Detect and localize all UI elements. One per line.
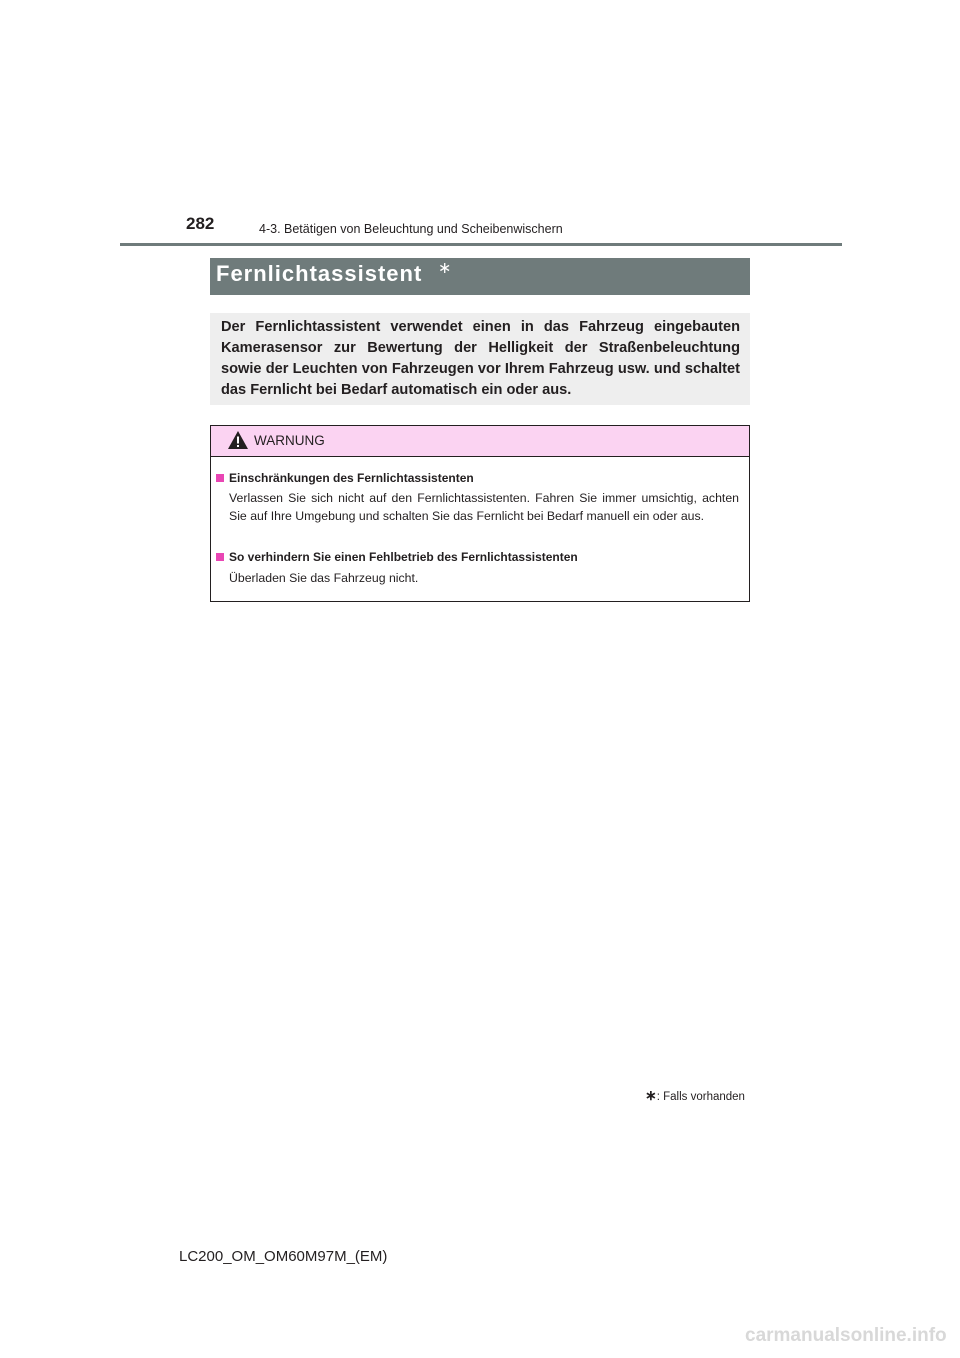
square-bullet-icon: [216, 553, 224, 561]
warning-item-heading: So verhindern Sie einen Fehlbetrieb des Fernlichtassistenten: [216, 550, 578, 564]
footnote: [645, 1087, 745, 1104]
warning-item-heading: Einschränkungen des Fernlichtassistenten: [216, 471, 474, 485]
section-header: 4-3. Betätigen von Beleuchtung und Scheibenwischern: [259, 222, 563, 236]
document-code: LC200_OM_OM60M97M_(EM): [179, 1248, 388, 1265]
title-asterisk: ∗: [438, 260, 452, 277]
page-number: 282: [186, 214, 215, 233]
warning-header: [211, 426, 749, 457]
warning-item-text: Überladen Sie das Fahrzeug nicht.: [229, 571, 419, 585]
intro-box: [210, 313, 750, 405]
footnote-text: : Falls vorhanden: [656, 1091, 745, 1103]
header-rule: [120, 243, 842, 246]
warning-title: WARNUNG: [254, 433, 325, 448]
page-title: Fernlichtassistent: [216, 261, 423, 286]
asterisk-icon: ∗: [645, 1087, 657, 1103]
title-bar: [210, 258, 750, 295]
warning-box: [210, 425, 750, 602]
watermark: carmanualsonline.info: [745, 1325, 947, 1346]
warning-triangle-icon: [227, 430, 249, 455]
intro-text: Der Fernlichtassistent verwendet einen in das Fahrzeug eingebauten Kamerasensor zur Bewertung der Helligkeit der Straßenbeleuchtung sowie der Leuchten von Fahrzeugen vor Ihrem Fahrzeug usw. und schaltet das Fernlicht bei Bedarf automatisch ein oder aus.: [221, 319, 740, 398]
warning-item-text: Verlassen Sie sich nicht auf den Fernlichtassistenten. Fahren Sie immer umsichtig, achten Sie auf Ihre Umgebung und schalten Sie das Fernlicht bei Bedarf manuell ein oder aus.: [229, 491, 739, 523]
square-bullet-icon: [216, 474, 224, 482]
